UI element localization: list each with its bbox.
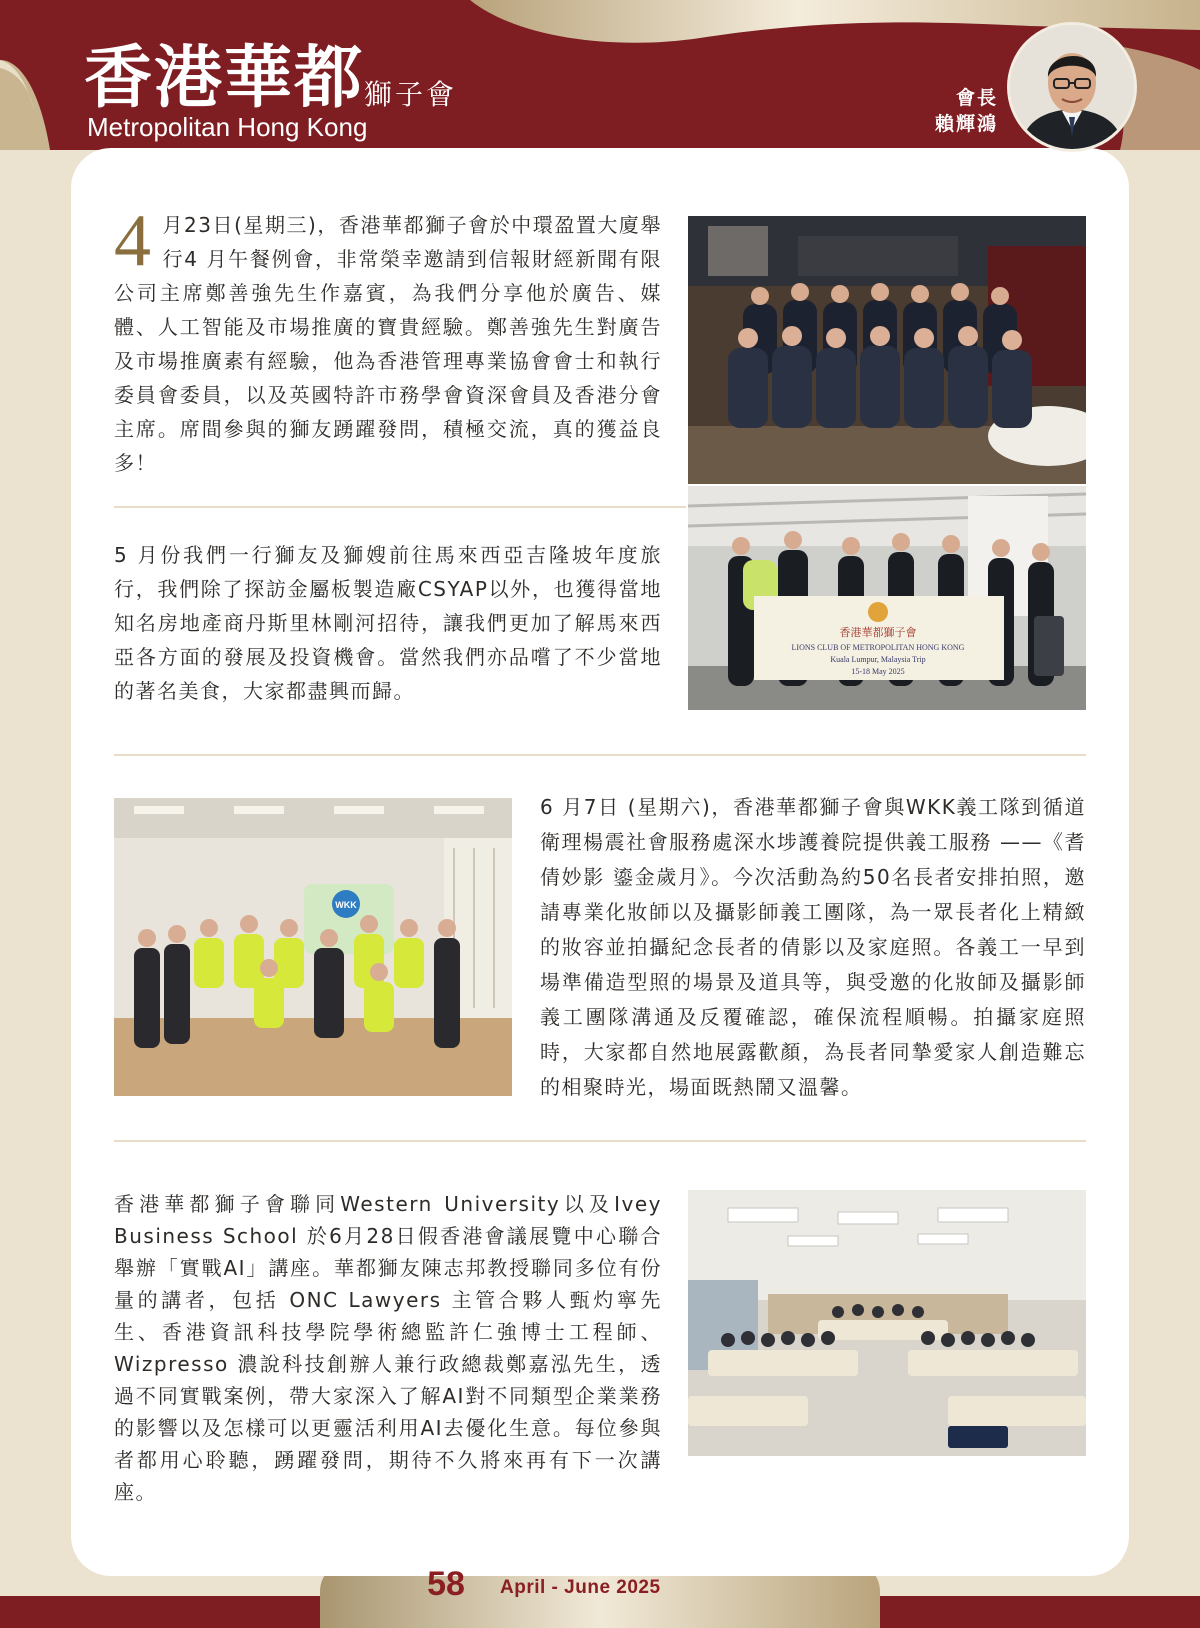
issue-period: April - June 2025 <box>500 1577 661 1598</box>
divider <box>114 506 686 508</box>
luncheon-group-photo <box>688 216 1086 484</box>
president-avatar <box>1007 22 1137 152</box>
banner-trip: Kuala Lumpur, Malaysia Trip <box>830 655 926 664</box>
banner-club-name: LIONS CLUB OF METROPOLITAN HONG KONG <box>791 643 965 652</box>
president-title: 會長 <box>955 87 998 109</box>
masthead-title: 香港華都 <box>84 38 365 118</box>
banner-dates: 15-18 May 2025 <box>851 667 905 676</box>
article-luncheon <box>114 200 662 480</box>
volunteer-event-photo <box>114 798 512 1096</box>
divider <box>114 1140 1086 1142</box>
page-number: 58 <box>427 1565 465 1603</box>
article-luncheon-text: 月23日(星期三)，香港華都獅子會於中環盈置大廈舉行4 月午餐例會，非常榮幸邀請到信報財經新聞有限公司主席鄭善強先生作嘉賓，為我們分享他於廣告、媒體、人工智能及市場推廣的寶貴經驗。鄭善強先生對廣告及市場推廣素有經驗，他為香港管理專業協會會士和執行委員會委員，以及英國特許市務學會資深會員及香港分會主席。席間參與的獅友踴躍發問，積極交流，真的獲益良多！ <box>114 213 662 475</box>
masthead-suffix: 獅子會 <box>364 78 458 111</box>
masthead-english: Metropolitan Hong Kong <box>87 112 368 142</box>
president-name: 賴輝鴻 <box>934 113 998 135</box>
ai-seminar-photo <box>688 1190 1086 1456</box>
wkk-sign: WKK <box>335 900 357 910</box>
article-volunteer-service: 6 月7日 (星期六)，香港華都獅子會與WKK義工隊到循道衛理楊震社會服務處深水埗護養院提供義工服務 ——《耆倩妙影 鎏金歲月》。今次活動為約50名長者安排拍照，邀請專業化妝師以及攝影師義工團隊，為一眾長者化上精緻的妝容並拍攝紀念長者的倩影以及家庭照。各義工一早到場準備造型照的場景及道具等，與受邀的化妝師及攝影師義工團隊溝通及反覆確認，確保流程順暢。拍攝家庭照時，大家都自然地展露歡顏，為長者同摯愛家人創造難忘的相聚時光，場面既熱鬧又溫馨。 <box>540 795 1086 1099</box>
dropcap: 4 <box>114 200 153 282</box>
divider <box>114 754 1086 756</box>
article-malaysia-trip: 5 月份我們一行獅友及獅嫂前往馬來西亞吉隆坡年度旅行，我們除了探訪金屬板製造廠CSYAP以外，也獲得當地知名房地產商丹斯里林剛河招待，讓我們更加了解馬來西亞各方面的發展及投資機會。當然我們亦品嚐了不少當地的著名美食，大家都盡興而歸。 <box>114 543 662 703</box>
malaysia-trip-photo <box>688 486 1086 710</box>
banner-title-zh: 香港華都獅子會 <box>839 626 917 639</box>
article-ai-seminar: 香港華都獅子會聯同Western University以及Ivey Business School 於6月28日假香港會議展覽中心聯合舉辦「實戰AI」講座。華都獅友陳志邦教授聯同多位有份量的講者，包括 ONC Lawyers 主管合夥人甄灼寧先生、香港資訊科技學院學術總監許仁強博士工程師、Wizpresso 濃說科技創辦人兼行政總裁鄭嘉泓先生，透過不同實戰案例，帶大家深入了解AI對不同類型企業業務的影響以及怎樣可以更靈活利用AI去優化生意。每位參與者都用心聆聽，踴躍發問，期待不久將來再有下一次講座。 <box>114 1192 662 1504</box>
